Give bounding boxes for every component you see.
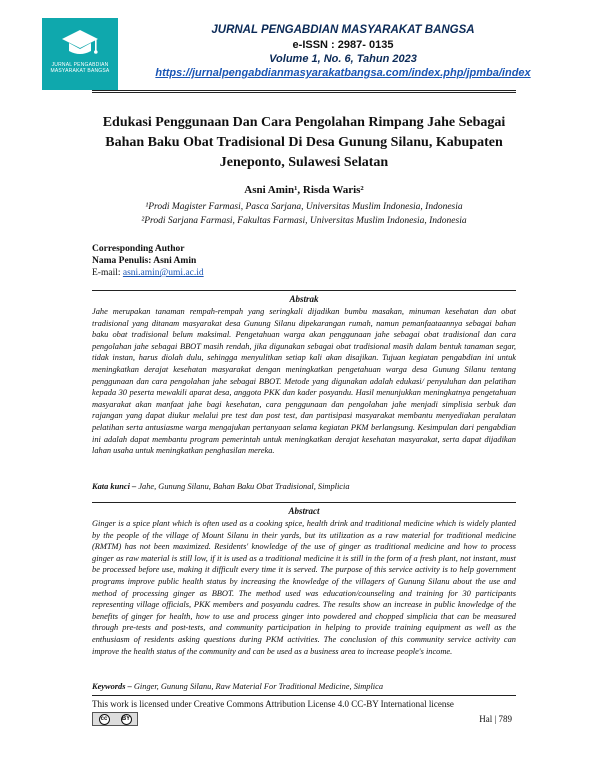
affiliation-2: ²Prodi Sarjana Farmasi, Fakultas Farmasi, Universitas Muslim Indonesia, Indonesia: [141, 216, 467, 226]
kata-kunci-values: Jahe, Gunung Silanu, Bahan Baku Obat Tradisional, Simplicia: [136, 482, 350, 491]
cc-icon: cc: [99, 714, 110, 725]
abstrak-top-rule: [92, 290, 516, 291]
graduation-cap-icon: [60, 26, 100, 62]
abstract-text: Ginger is a spice plant which is often used as a cooking spice, health drink and traditional medicine which is widely planted by the people of the village of Mount Silanu in their yards, but its utilization as a raw material for traditional medicine (RMTM) has not been maximized. Residents' knowledge of the use of ginger as traditional medicine and how to process ginger as raw material is still low, if it is used as a traditional medicine it is still in the form of a fresh plant, not instant, must be processed before use, making it difficult every time it is served. The purpose of this service activity is to help government programs improve public health status by increasing the knowledge of the villagers of Gunung Silanu about the use and method of processing ginger as BBOT. The method used was education/counseling and training for 30 participants representing village officials, PKK members and posyandu cadres. The results show an increase in public knowledge of the benefits of ginger for health, how to use and process ginger into powdered and chopped simplicia that can be measured through pre-tests and post-tests, and community participation in helping to provide training equipment as well as the enthusiasm of residents asking questions during PKM activities. The conclusion of this community service activity can improve the health status of the community and can be used as a business area to increase people's income.: [92, 519, 516, 656]
journal-volume: Volume 1, No. 6, Tahun 2023: [269, 53, 417, 65]
cc-by-badge[interactable]: [92, 712, 138, 726]
header-rule: [92, 90, 516, 91]
license-text: This work is licensed under Creative Commons Attribution License 4.0 CC-BY International license: [92, 699, 454, 709]
journal-name: JURNAL PENGABDIAN MASYARAKAT BANGSA: [211, 24, 475, 36]
paper-authors: Asni Amin¹, Risda Waris²: [244, 184, 364, 196]
journal-url-link[interactable]: https://jurnalpengabdianmasyarakatbangsa.com/index.php/jpmba/index: [155, 67, 531, 79]
keywords-label: Keywords –: [92, 682, 132, 691]
footer-rule: [92, 695, 516, 696]
corresponding-heading: Corresponding Author: [92, 244, 185, 254]
kata-kunci-label: Kata kunci –: [92, 482, 137, 491]
journal-issn: e-ISSN : 2987- 0135: [292, 39, 394, 51]
affiliation-1: ¹Prodi Magister Farmasi, Pasca Sarjana, Universitas Muslim Indonesia, Indonesia: [145, 202, 463, 212]
logo-line-2: MASYARAKAT BANGSA: [50, 68, 110, 74]
abstract-top-rule: [92, 502, 516, 503]
header-rule-thin: [92, 92, 516, 93]
abstract-heading: Abstract: [288, 506, 320, 516]
corresponding-author-block: [92, 243, 204, 279]
paper-title: Edukasi Penggunaan Dan Cara Pengolahan Rimpang Jahe Sebagai Bahan Baku Obat Tradisional Di Desa Gunung Silanu, Kabupaten Jeneponto, Sulawesi Selatan: [102, 115, 506, 170]
corresponding-email-line: [92, 267, 204, 279]
page-number: Hal | 789: [479, 714, 512, 724]
email-link[interactable]: asni.amin@umi.ac.id: [122, 268, 204, 278]
abstract-keywords: [92, 682, 516, 691]
journal-logo: [42, 18, 118, 90]
corresponding-name: Nama Penulis: Asni Amin: [92, 256, 197, 266]
by-icon: BY: [121, 714, 132, 725]
abstrak-text: Jahe merupakan tanaman rempah-rempah yang seringkali dijadikan bumbu masakan, minuman kesehatan dan obat tradisional yang ditanam masyarakat desa Gunung Silanu dipekarangan rumah, namun pemanfaataannya sebagai bahan baku obat tradisional belum maksimal. Pengetahuan warga akan penggunaan jahe sebagai obat tradisional dan cara pengolahan jahe sebagai BBOT masih rendah, jika digunakan sebagai obat tradisional masih dalam bentuk tanaman segar, tidak instan, harus diolah dulu, sehingga menyulitkan setiap kali akan disajikan. Tujuan kegiatan pengabdian ini untuk meningkatkan derajat kesehatan masyarakat dengan meningkatkan pengetahuan warga desa Gunung Silanu tentang penggunaan dan cara pengolahan jahe sebagai BBOT. Metode yang digunakan adalah edukasi/ penyuluhan dan pelatihan kepada 30 peserta mewakili aparat desa, anggota PKK dan kader posyandu. Hasil menunjukkan meningkatnya pengetahuan masyarakat akan manfaat jahe bagi kesehatan, cara penggunaan dan pengolahan jahe menjadi simplisia serbuk dan rajangan yang dapat diukur melalui pre test dan post test, dan partisipasi masyarakat membantu menyediakan peralatan pelatihan serta antusiasme warga mengajukan pertanyaan selama kegiatan PKM berlangsung. Kesimpulan dari pengabdian ini adalah dapat membantu program pemerintah untuk meningkatkan derajat kesehatan masyarakat, serta dapat dijadikan lahan usaha untuk meningkatkan penghasilan mereka.: [92, 307, 516, 456]
email-label: E-mail:: [92, 268, 123, 278]
keywords-values: Ginger, Gunung Silanu, Raw Material For Traditional Medicine, Simplica: [131, 682, 384, 691]
abstrak-heading: Abstrak: [289, 294, 319, 304]
abstrak-keywords: [92, 482, 516, 491]
logo-line-1: JURNAL PENGABDIAN: [51, 62, 109, 68]
